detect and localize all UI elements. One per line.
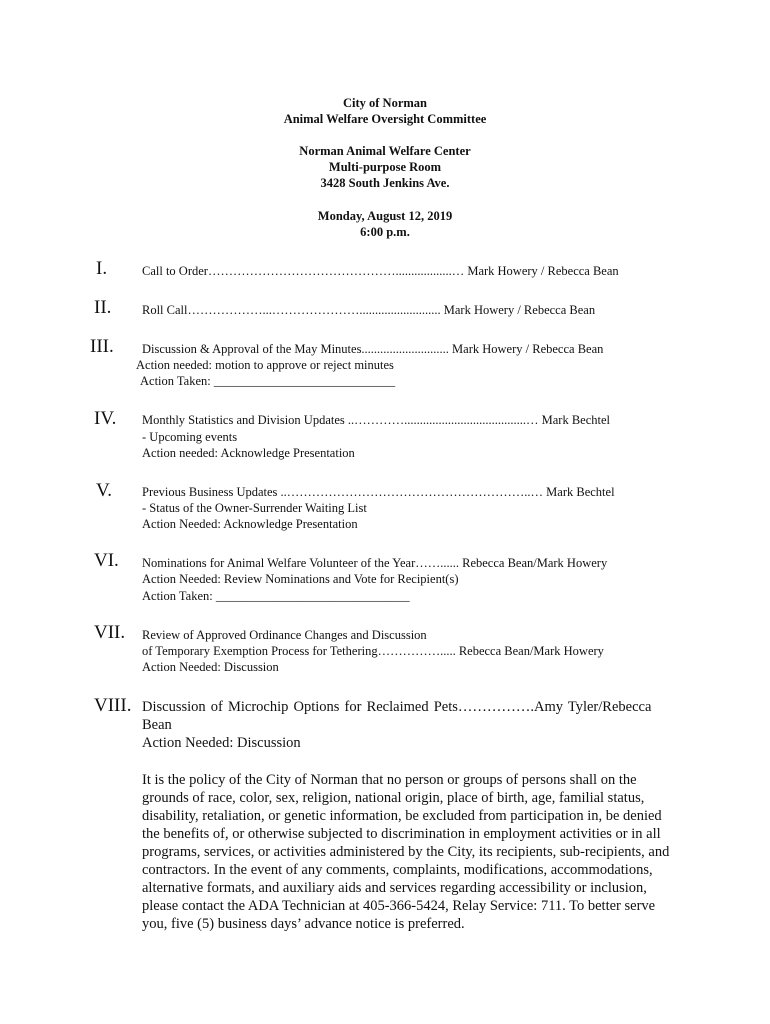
header-org: City of Norman: [342, 96, 427, 110]
item-7-action-needed: Action Needed: Discussion: [142, 660, 279, 674]
item-6-action-taken: Action Taken: _______________________________: [142, 589, 410, 603]
item-numeral-4: IV.: [94, 408, 117, 429]
item-numeral-3: III.: [90, 336, 114, 357]
item-8-action-needed: Action Needed: Discussion: [142, 735, 301, 751]
item-5-subitem: - Status of the Owner-Surrender Waiting List: [142, 501, 367, 515]
item-6-title: Nominations for Animal Welfare Volunteer of the Year……...... Rebecca Bean/Mark Howery: [142, 556, 608, 570]
item-3-action-taken: Action Taken: _____________________________: [140, 374, 396, 388]
item-3-title: Discussion & Approval of the May Minutes............................ Mark Howery / Rebecca Bean: [142, 342, 604, 356]
item-numeral-6: VI.: [94, 550, 119, 571]
item-6-action-needed: Action Needed: Review Nominations and Vote for Recipient(s): [142, 572, 459, 586]
nondiscrimination-policy: It is the policy of the City of Norman that no person or groups of persons shall on the grounds of race, color, sex, religion, national origin, place of birth, age, familial status, disability, retaliation, or genetic information, be excluded from participation in, be denied the benefits of, or otherwise subjected to discrimination in employment activities or in all programs, services, or activities administered by the City, its recipients, sub-recipients, and contractors. In the event of any comments, complaints, modifications, accommodations, alternative formats, and auxiliary aids and services regarding accessibility or inclusion, please contact the ADA Technician at 405-366-5424, Relay Service: 711. To better serve you, five (5) business days’ advance notice is preferred.: [142, 772, 670, 932]
item-7-title: Review of Approved Ordinance Changes and Discussion: [142, 628, 427, 642]
item-numeral-1: I.: [96, 258, 108, 279]
header-room: Multi-purpose Room: [328, 160, 442, 174]
item-4-subitem: - Upcoming events: [142, 430, 238, 444]
header-committee: Animal Welfare Oversight Committee: [283, 112, 487, 126]
item-8-title-cont: Bean: [142, 717, 172, 733]
item-numeral-2: II.: [94, 297, 112, 318]
header-time: 6:00 p.m.: [360, 225, 410, 239]
item-4-title: Monthly Statistics and Division Updates ..………….......................................… Mark Bechtel: [142, 413, 611, 427]
header-date: Monday, August 12, 2019: [317, 209, 453, 223]
item-5-action-needed: Action Needed: Acknowledge Presentation: [142, 517, 358, 531]
item-7-title-cont: of Temporary Exemption Process for Tethering……………..... Rebecca Bean/Mark Howery: [142, 644, 604, 658]
item-4-action-needed: Action needed: Acknowledge Presentation: [142, 446, 355, 460]
header-address: 3428 South Jenkins Ave.: [320, 176, 450, 190]
item-3-action-needed: Action needed: motion to approve or reject minutes: [136, 358, 394, 372]
item-8-title: Discussion of Microchip Options for Reclaimed Pets…………….Amy Tyler/Rebecca: [142, 699, 652, 715]
item-1-title: Call to Order………………………………………..................… Mark Howery / Rebecca Bean: [142, 264, 619, 278]
item-5-title: Previous Business Updates ..…………………………………………………..… Mark Bechtel: [142, 485, 615, 499]
item-numeral-7: VII.: [94, 622, 126, 643]
item-numeral-5: V.: [96, 480, 113, 501]
item-2-title: Roll Call………………...………………….......................... Mark Howery / Rebecca Bean: [142, 303, 596, 317]
item-numeral-8: VIII.: [94, 695, 132, 716]
header-venue: Norman Animal Welfare Center: [299, 144, 471, 158]
